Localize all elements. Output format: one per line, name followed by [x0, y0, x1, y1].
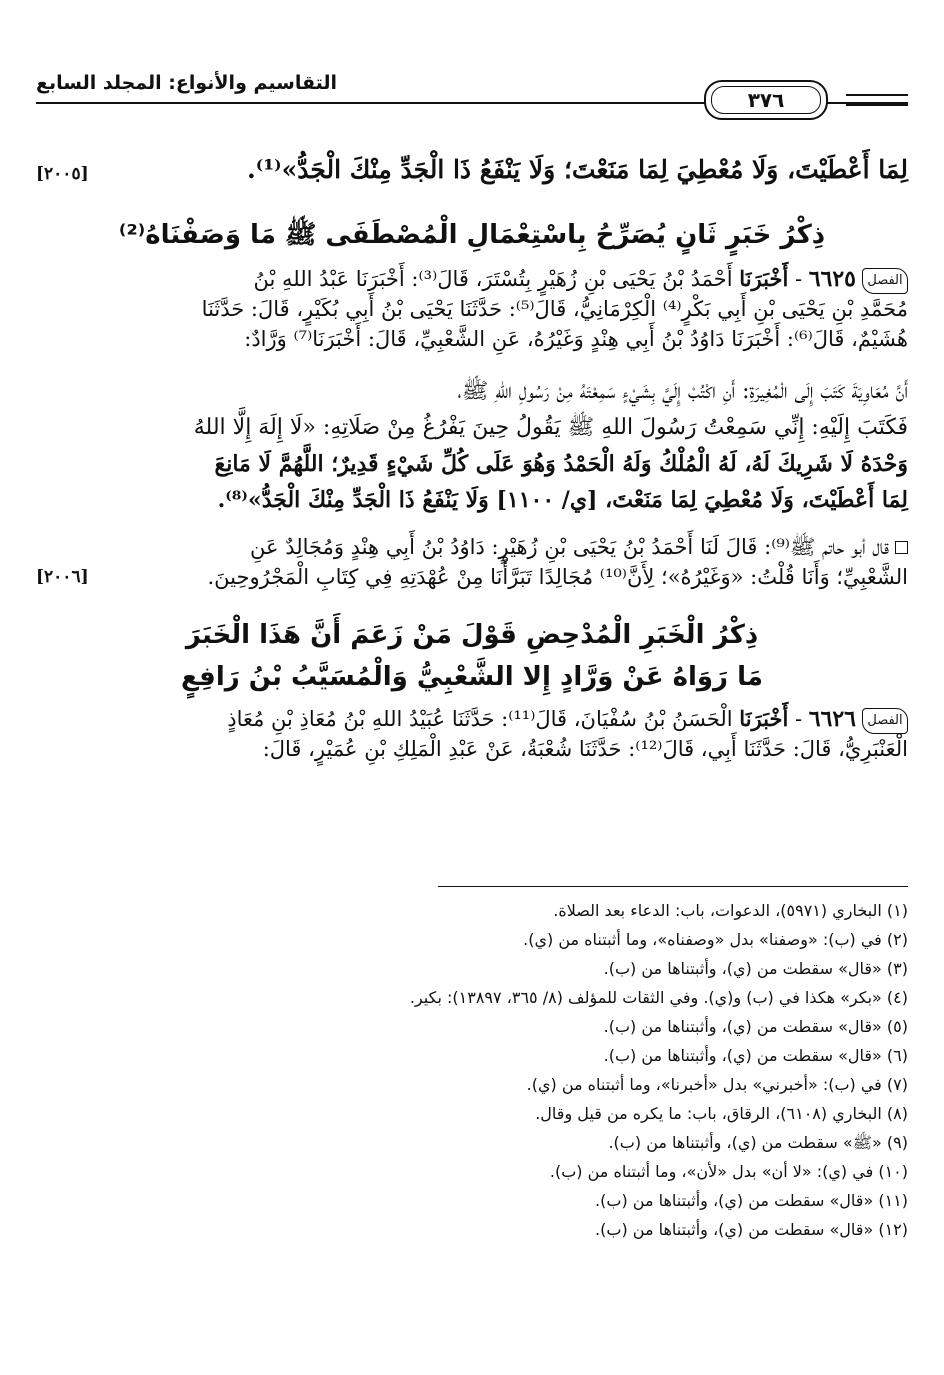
heading-1: ذِكْرُ خَبَرٍ ثَانٍ يُصَرِّحُ بِاسْتِعْمَالِ الْمُصْطَفَى ﷺ مَا وَصَفْنَاهُ⁽²⁾ — [118, 220, 826, 250]
footnotes — [308, 896, 908, 1244]
hadith-1-line-3: هُشَيْمٌ، قَالَ⁽⁶⁾: أَخْبَرَنَا دَاوُدُ بْنُ أَبِي هِنْدٍ وَغَيْرُهُ، عَنِ الشَّعْبِيِّ، قَالَ: أَخْبَرَنَا⁽⁷⁾ وَرَّادٌ: — [244, 327, 908, 351]
note-line-2-text: الشَّعْبِيِّ؛ وَأَنَا قُلْتُ: «وَغَيْرُهُ»؛ لِأَنَّ⁽¹⁰⁾ مُجَالِدًا تَبَرَّأْنَا مِنْ عُهْدَتِهِ فِي كِتَابِ الْمَجْرُوحِينَ. — [207, 565, 908, 589]
note-line-2 — [36, 562, 908, 592]
hadith-2-line-2: الْعَنْبَرِيُّ، قَالَ: حَدَّثَنَا أَبِي، قَالَ⁽¹²⁾: حَدَّثَنَا شُعْبَةُ، عَنْ عَبْدِ الْمَلِكِ بْنِ عُمَيْرٍ، قَالَ: — [262, 737, 908, 761]
hadith-badge-icon: الفصل — [862, 708, 908, 734]
footnote: (٦) «قال» سقطت من (ي)، وأثبتناها من (ب). — [603, 1046, 908, 1065]
footnote: (٣) «قال» سقطت من (ي)، وأثبتناها من (ب). — [603, 959, 908, 978]
page — [36, 60, 908, 764]
heading-2-line-2: مَا رَوَاهُ عَنْ وَرَّادٍ إِلا الشَّعْبِيُّ وَالْمُسَيَّبُ بْنُ رَافِعٍ — [181, 662, 763, 692]
footnote: (١٠) في (ي): «لا أن» بدل «لأن»، وما أثبتناه من (ب). — [549, 1162, 908, 1181]
heading-2-line-1: ذِكْرُ الْخَبَرِ الْمُدْحِضِ قَوْلَ مَنْ زَعَمَ أَنَّ هَذَا الْخَبَرَ — [185, 620, 759, 650]
header-rule-stub — [846, 94, 908, 106]
note-line-1-text: قال أبو حاتم ﷺ⁽⁹⁾: قَالَ لَنَا أَحْمَدُ بْنُ يَحْيَى بْنِ زُهَيْرٍ: دَاوُدُ بْنُ أَبِي هِنْدٍ وَمُجَالِدٌ عَنِ — [250, 535, 889, 559]
footnote-rule — [438, 886, 908, 887]
footnote: (١) البخاري (٥٩٧١)، الدعوات، باب: الدعاء بعد الصلاة. — [553, 901, 908, 920]
footnote: (٨) البخاري (٦١٠٨)، الرقاق، باب: ما يكره من قيل وقال. — [535, 1104, 908, 1123]
hadith-1-matn-2: فَكَتَبَ إِلَيْهِ: إِنِّي سَمِعْتُ رَسُولَ اللهِ ﷺ يَقُولُ حِينَ يَفْرُغُ مِنْ صَلَاتِهِ: «لَا إِلَهَ إِلَّا اللهُ — [193, 415, 908, 440]
hadith-2-line-1: الفصل٦٦٢٦ - أَخْبَرَنَا الْحَسَنُ بْنُ سُفْيَانَ، قَالَ⁽¹¹⁾: حَدَّثَنَا عُبَيْدُ اللهِ بْنُ مُعَاذِ بْنِ مُعَاذٍ — [36, 704, 908, 734]
note-line-1 — [36, 532, 908, 562]
footnote: (٤) «بكر» هكذا في (ب) و(ي). وفي الثقات للمؤلف (٨/ ٣٦٥، ١٣٨٩٧): بكير. — [409, 988, 908, 1007]
hadith-1-matn-3: وَحْدَهُ لَا شَرِيكَ لَهُ، لَهُ الْمُلْكُ وَلَهُ الْحَمْدُ وَهُوَ عَلَى كُلِّ شَيْءٍ قَدِيرٌ؛ اللَّهُمَّ لَا مَانِعَ — [214, 451, 908, 477]
footnote: (١١) «قال» سقطت من (ي)، وأثبتناها من (ب). — [595, 1191, 908, 1210]
page-number-frame — [704, 80, 828, 120]
hadith-2-line-1-text: الْحَسَنُ بْنُ سُفْيَانَ، قَالَ⁽¹¹⁾: حَدَّثَنَا عُبَيْدُ اللهِ بْنُ مُعَاذِ بْنِ مُعَاذٍ — [227, 707, 733, 731]
footnote: (٥) «قال» سقطت من (ي)، وأثبتناها من (ب). — [603, 1017, 908, 1036]
top-line-ref: [٢٠٠٥] — [36, 164, 89, 184]
note-square-icon — [895, 541, 908, 554]
footnote: (٩) «ﷺ» سقطت من (ي)، وأثبتناها من (ب). — [608, 1133, 908, 1152]
hadith-1-line-2: مُحَمَّدِ بْنِ يَحْيَى بْنِ أَبِي بَكْرٍ⁽⁴⁾ الْكِرْمَانِيُّ، قَالَ⁽⁵⁾: حَدَّثَنَا يَحْيَى بْنُ أَبِي بُكَيْرٍ، قَالَ: حَدَّثَنَا — [201, 297, 908, 321]
page-header — [36, 60, 908, 110]
hadith-number: ٦٦٢٥ — [808, 266, 856, 292]
hadith-1-matn-4: لِمَا أَعْطَيْتَ، وَلَا مُعْطِيَ لِمَا مَنَعْتَ، [ي/ ١١٠٠] وَلَا يَنْفَعُ ذَا الْجَدِّ مِنْكَ الْجَدُّ»⁽⁸⁾. — [217, 487, 908, 513]
top-line-text: لِمَا أَعْطَيْتَ، وَلَا مُعْطِيَ لِمَا مَنَعْتَ؛ وَلَا يَنْفَعُ ذَا الْجَدِّ مِنْكَ الْجَدُّ»⁽¹⁾. — [247, 155, 908, 184]
hadith-1-line-1: الفصل٦٦٢٥ - أَخْبَرَنَا أَحْمَدُ بْنُ يَحْيَى بْنِ زُهَيْرٍ بِتُسْتَرَ، قَالَ⁽³⁾: أَخْبَرَنَا عَبْدُ اللهِ بْنُ — [36, 264, 908, 294]
footnote: (١٢) «قال» سقطت من (ي)، وأثبتناها من (ب). — [595, 1220, 908, 1239]
top-line — [36, 148, 908, 192]
footnote: (٢) في (ب): «وصفنا» بدل «وصفناه»، وما أثبتناه من (ي). — [523, 930, 908, 949]
footnote: (٧) في (ب): «أخبرني» بدل «أخبرنا»، وما أثبتناه من (ي). — [526, 1075, 908, 1094]
hadith-number: ٦٦٢٦ — [808, 706, 856, 732]
hadith-1-matn-1: أَنَّ مُعَاوِيَةَ كَتَبَ إِلَى الْمُغِيرَةِ: أَنِ اكْتُبْ إِلَيَّ بِشَيْءٍ سَمِعْتَهُ مِنْ رَسُولِ اللهِ ﷺ، — [457, 379, 908, 404]
running-title: التقاسيم والأنواع: المجلد السابع — [36, 72, 338, 94]
page-number: ٣٧٦ — [711, 86, 821, 114]
hadith-1-line-1-text: أَحْمَدُ بْنُ يَحْيَى بْنِ زُهَيْرٍ بِتُسْتَرَ، قَالَ⁽³⁾: أَخْبَرَنَا عَبْدُ اللهِ بْنُ — [253, 267, 733, 291]
hadith-badge-icon: الفصل — [862, 268, 908, 294]
akhbarana-word: أَخْبَرَنَا — [739, 706, 789, 731]
note-ref: [٢٠٠٦] — [36, 567, 89, 587]
akhbarana-word: أَخْبَرَنَا — [739, 266, 789, 291]
